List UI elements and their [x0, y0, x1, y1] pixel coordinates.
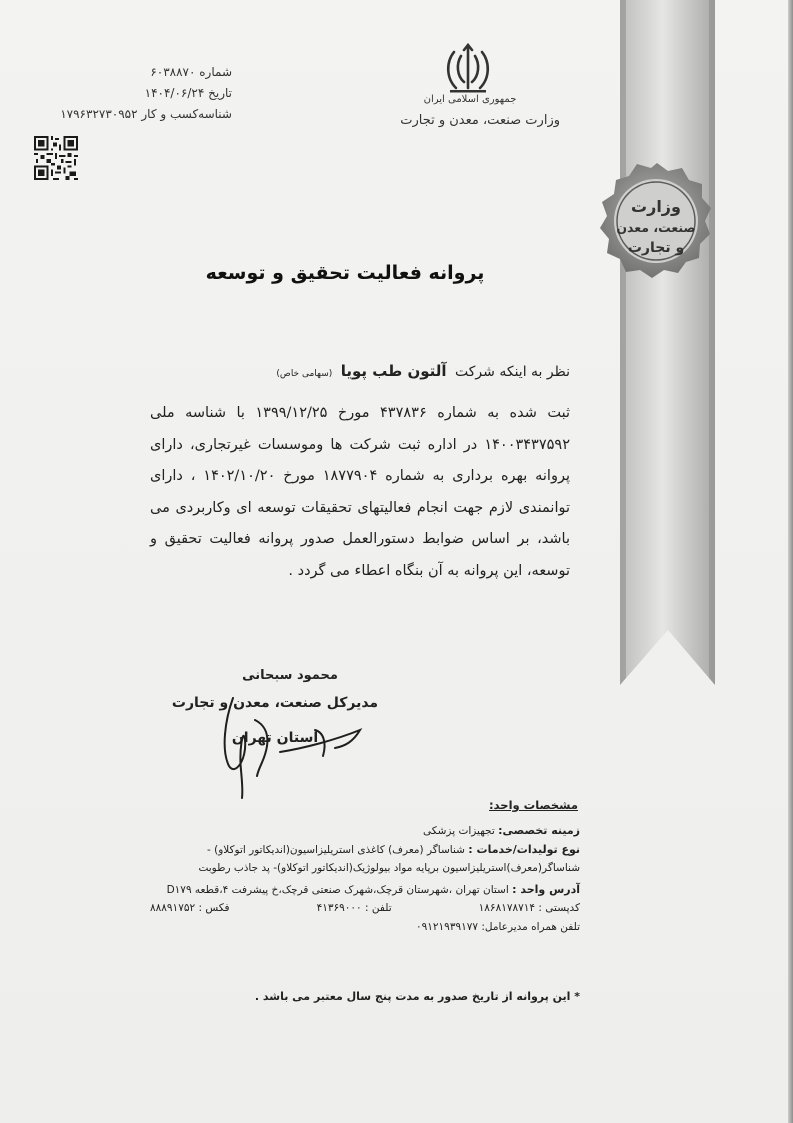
- phone-number: تلفن : ۴۱۳۶۹۰۰۰: [316, 902, 392, 914]
- company-legal-type: (سهامی خاص): [276, 369, 333, 379]
- reference-info: [22, 62, 232, 125]
- document-title: پروانه فعالیت تحقیق و توسعه: [205, 262, 485, 284]
- products-label: نوع تولیدات/خدمات :: [468, 842, 580, 856]
- ceo-mobile: تلفن همراه مدیرعامل: ۰۹۱۲۱۹۳۹۱۷۷: [415, 920, 580, 933]
- products-value-2: شناساگر(معرف)استریلیزاسیون برپایه مواد بیولوژیک(اندیکاتور اتوکلاو)- پد جاذب رطوبت: [198, 862, 580, 874]
- products-value: شناساگر (معرف) کاغذی استریلیزاسیون(اندیکاتور اتوکلاو) -: [206, 843, 465, 856]
- emblem-caption: جمهوری اسلامی ایران: [423, 94, 517, 105]
- unit-specs: [150, 822, 580, 936]
- seal-line-3: و تجارت: [627, 240, 685, 256]
- signer-title: مدیرکل صنعت، معدن و تجارت: [171, 695, 379, 711]
- validity-note: * این پروانه از تاریخ صدور به مدت پنج سال معتبر می باشد .: [254, 990, 580, 1003]
- mobile-row: [150, 918, 580, 937]
- intro-prefix: نظر به اینکه شرکت: [455, 364, 570, 380]
- field-label: زمینه تخصصی:: [498, 824, 580, 837]
- signer-province: استان تهران: [231, 730, 319, 746]
- fax-number: فکس : ۸۸۸۹۱۷۵۲: [150, 902, 230, 914]
- handwritten-signature: [195, 690, 375, 805]
- intro-line: [230, 362, 570, 380]
- address-value: استان تهران ،شهرستان قرچک،شهرک صنعتی قرچک،خ پیشرفت ۴،قطعه D۱۷۹: [166, 883, 509, 896]
- products-row: [150, 841, 580, 860]
- certificate-body: ثبت شده به شماره ۴۳۷۸۳۶ مورخ ۱۳۹۹/۱۲/۲۵ با شناسه ملی ۱۴۰۰۳۴۳۷۵۹۲ در اداره ثبت شرکت ها وموسسات غیرتجاری، دارای پروانه بهره برداری به شماره ۱۸۷۷۹۰۴ مورخ ۱۴۰۲/۱۰/۲۰ ، دارای توانمندی لازم جهت انجام فعالیتهای تحقیقات توسعه ای وکاربردی می باشد، بر اساس ضوابط دستورالعمل صدور پروانه فعالیت تحقیق و توسعه، این پروانه به آن بنگاه اعطاء می گردد .: [150, 405, 570, 579]
- postal-code: کدپستی : ۱۸۶۸۱۷۸۷۱۴: [478, 902, 580, 914]
- address-label: آدرس واحد :: [512, 882, 580, 896]
- contact-row: [150, 899, 580, 918]
- seal-line-1: وزارت: [631, 197, 681, 216]
- products-row-2: [150, 859, 580, 878]
- letter-number: شماره ۶۰۳۸۸۷۰: [150, 65, 232, 79]
- seal-line-2: صنعت، معدن: [616, 220, 696, 235]
- ribbon-seal: [590, 0, 725, 700]
- signer-name: محمود سبحانی: [242, 668, 338, 683]
- address-row: [150, 881, 580, 900]
- company-name: آلتون طب پویا: [340, 362, 447, 380]
- ministry-name: وزارت صنعت، معدن و تجارت: [400, 113, 560, 128]
- field-value: تجهیزات پزشکی: [423, 825, 495, 837]
- business-id: شناسه‌کسب و کار ۱۷۹۶۳۲۷۳۰۹۵۲: [60, 107, 232, 121]
- iran-emblem-icon: [440, 42, 496, 98]
- field-row: [150, 822, 580, 841]
- qr-code-icon: [34, 136, 78, 180]
- page-edge-shadow: [788, 0, 793, 1123]
- seal-text: [608, 196, 704, 258]
- letter-date: تاریخ ۱۴۰۴/۰۶/۲۴: [144, 86, 232, 100]
- unit-heading: مشخصات واحد:: [489, 798, 578, 812]
